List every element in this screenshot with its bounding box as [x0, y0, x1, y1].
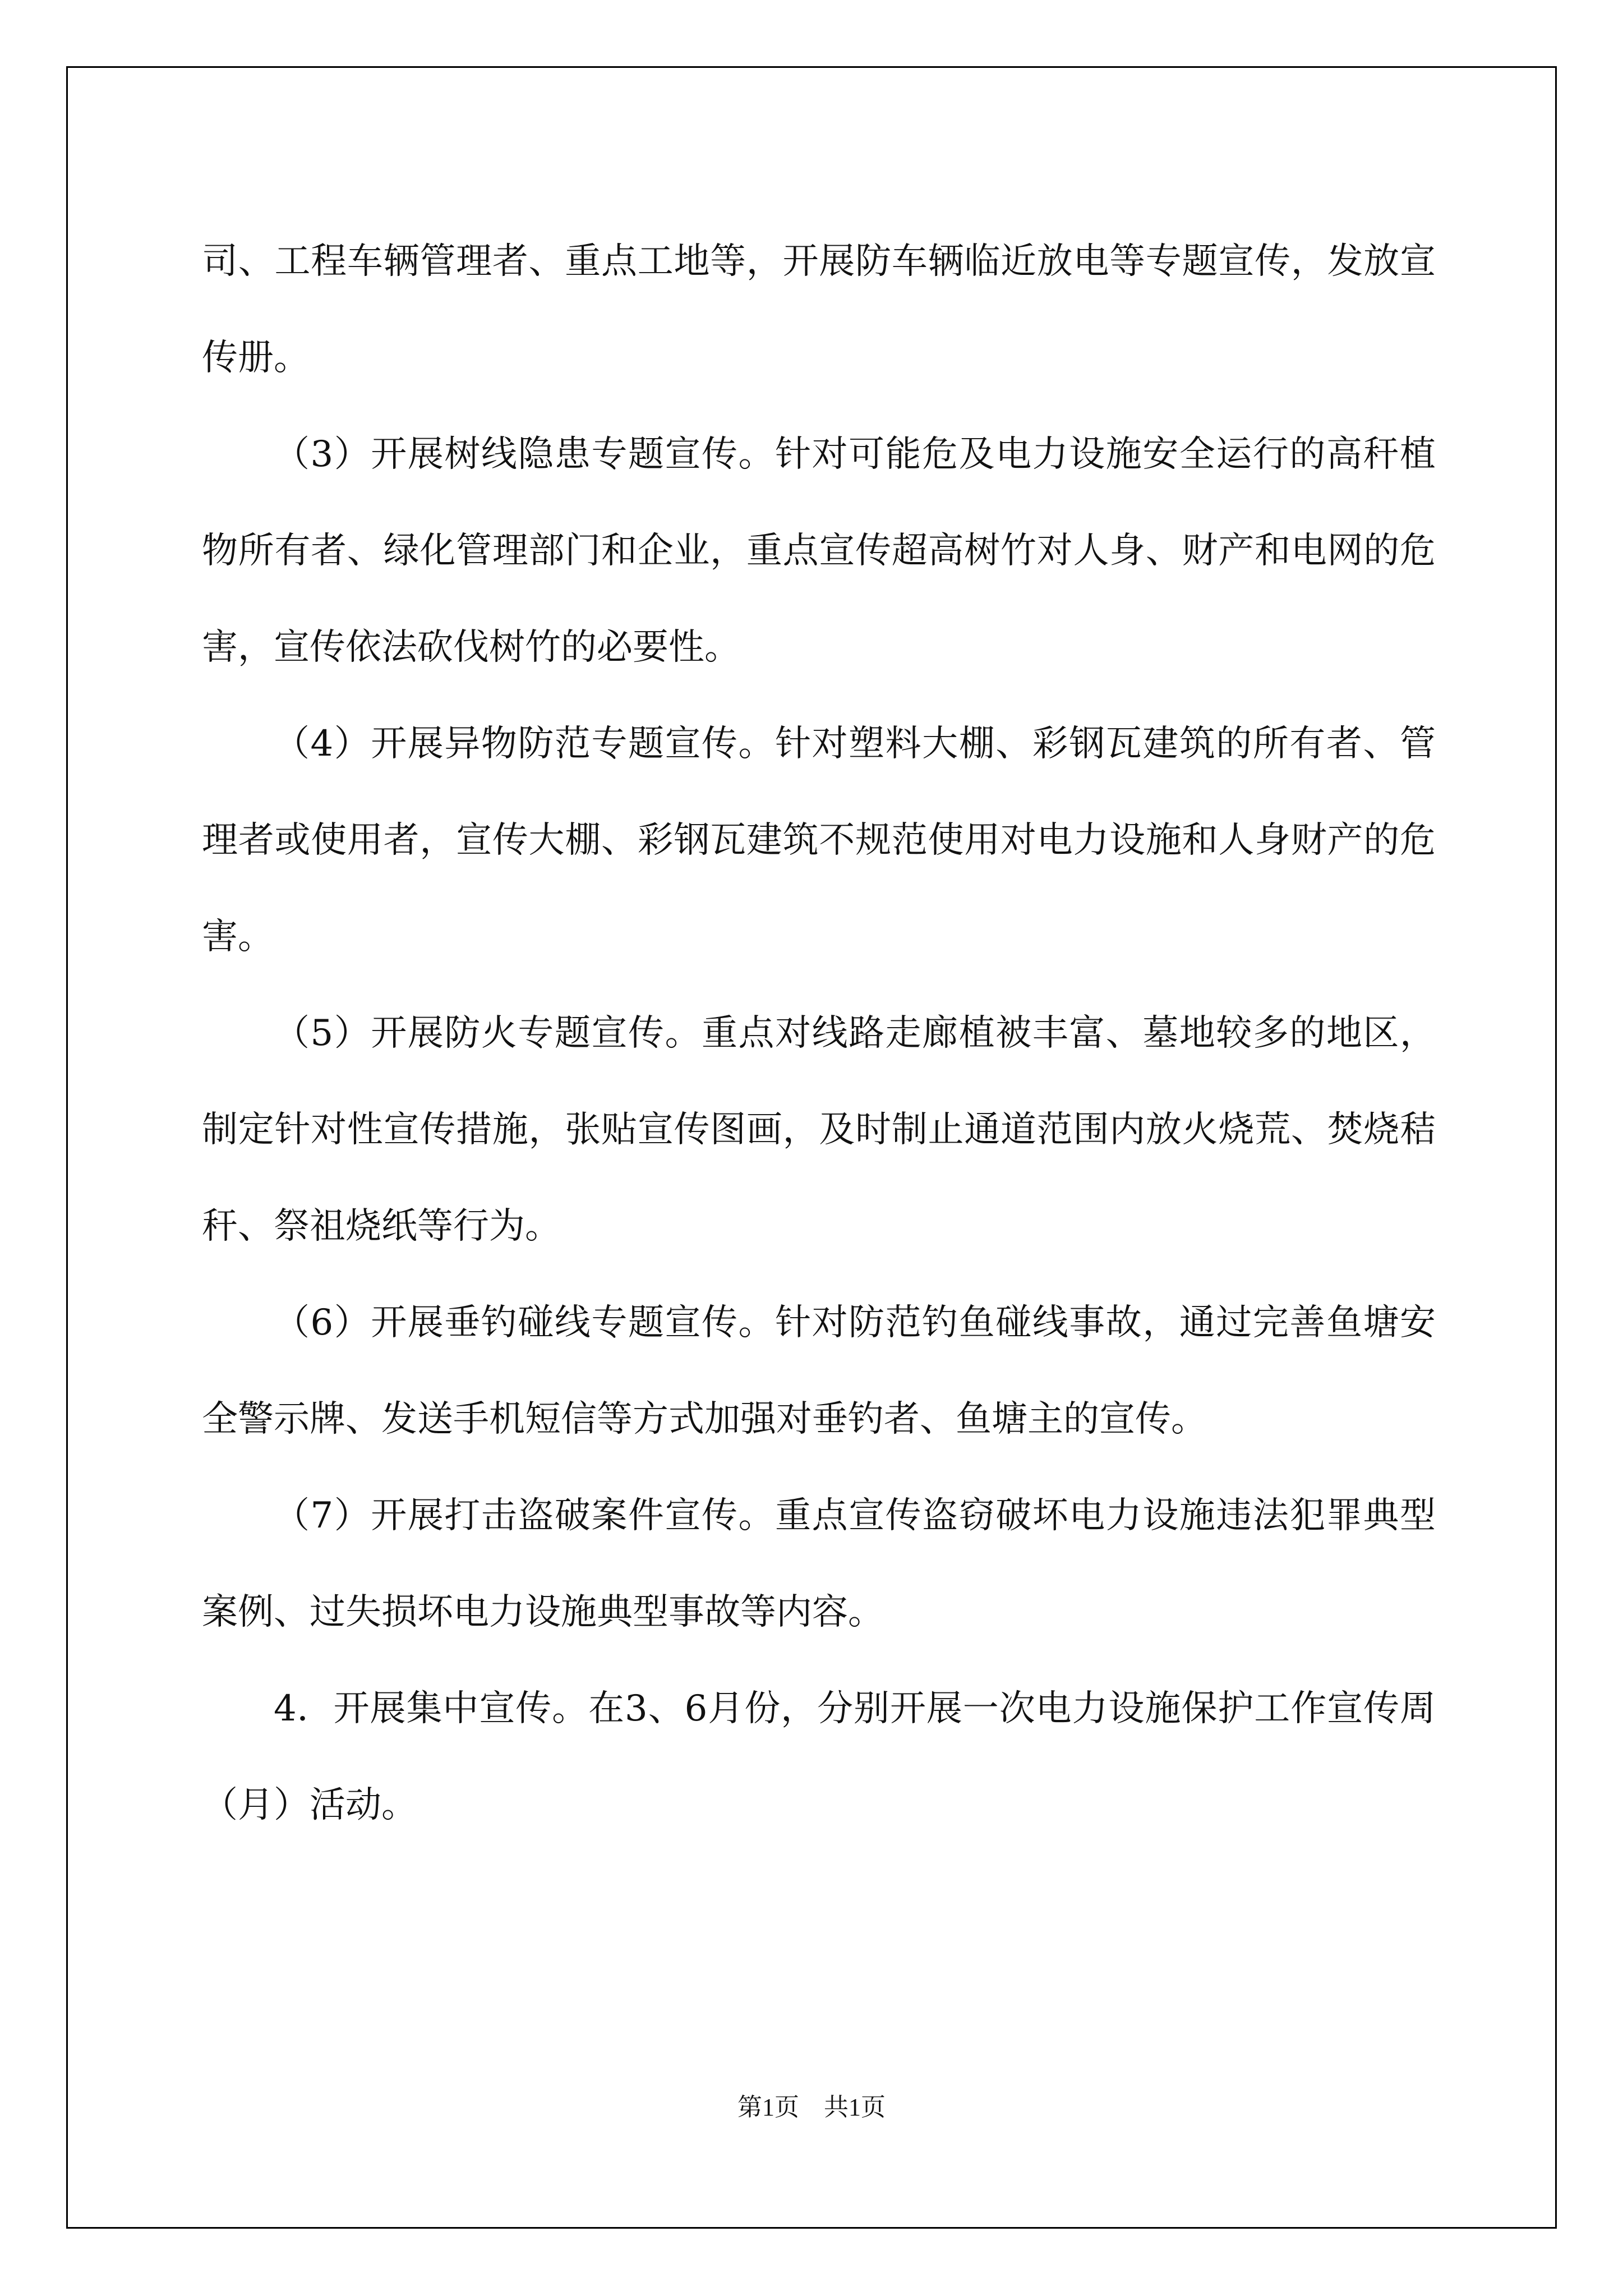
paragraph-continuation: 司、工程车辆管理者、重点工地等，开展防车辆临近放电等专题宣传，发放宣传册。: [202, 241, 1436, 379]
page-number-footer: 第1页 共1页: [737, 2093, 886, 2121]
paragraph-item-7: （7）开展打击盗破案件宣传。重点宣传盗窃破坏电力设施违法犯罪典型案例、过失损坏电力设施典型事故等内容。: [202, 1495, 1436, 1633]
paragraph-item-3: （3）开展树线隐患专题宣传。针对可能危及电力设施安全运行的高秆植物所有者、绿化管理部门和企业，重点宣传超高树竹对人身、财产和电网的危害，宣传依法砍伐树竹的必要性。: [202, 434, 1436, 668]
paragraph-item-6: （6）开展垂钓碰线专题宣传。针对防范钓鱼碰线事故，通过完善鱼塘安全警示牌、发送手机短信等方式加强对垂钓者、鱼塘主的宣传。: [202, 1302, 1436, 1440]
paragraph-item-4: （4）开展异物防范专题宣传。针对塑料大棚、彩钢瓦建筑的所有者、管理者或使用者，宣传大棚、彩钢瓦建筑不规范使用对电力设施和人身财产的危害。: [202, 723, 1436, 958]
paragraph-section-4: 4．开展集中宣传。在3、6月份，分别开展一次电力设施保护工作宣传周（月）活动。: [202, 1688, 1436, 1826]
document-body: [202, 213, 1436, 1853]
paragraph-item-5: （5）开展防火专题宣传。重点对线路走廊植被丰富、墓地较多的地区，制定针对性宣传措施，张贴宣传图画，及时制止通道范围内放火烧荒、焚烧秸秆、祭祖烧纸等行为。: [202, 1013, 1436, 1247]
